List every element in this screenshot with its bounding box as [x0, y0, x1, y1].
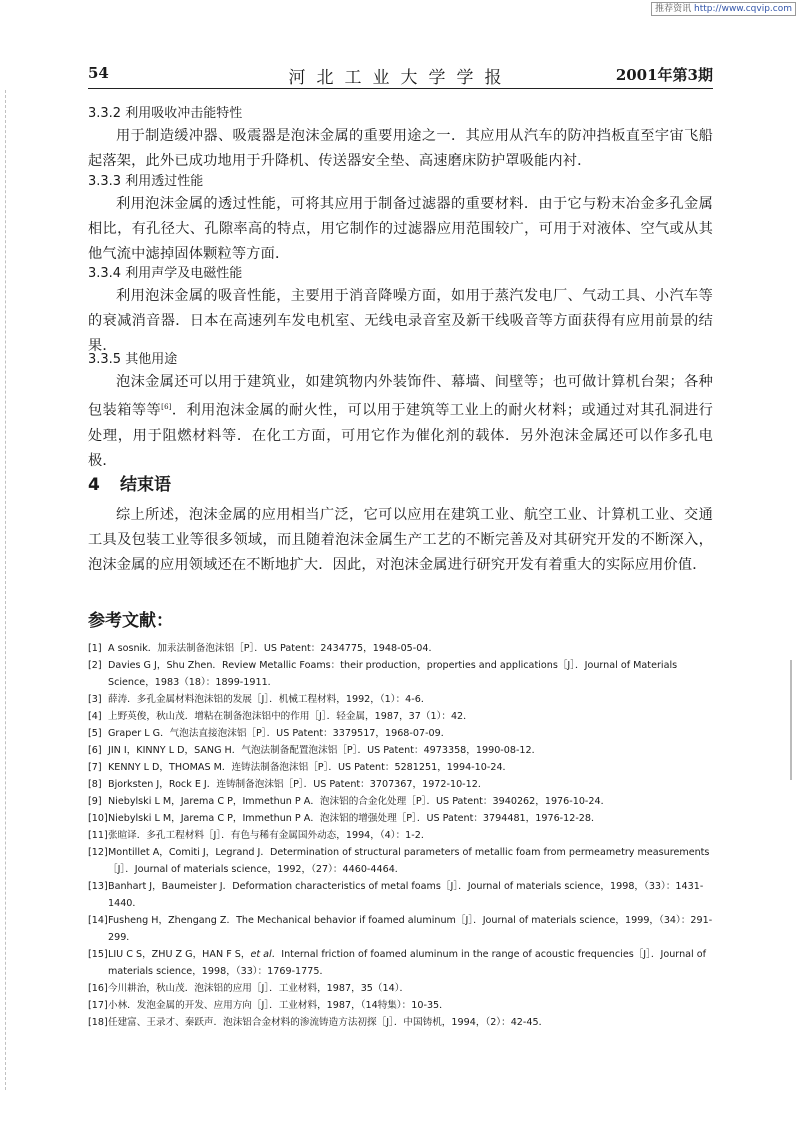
reference-number: [16]	[88, 983, 108, 994]
reference-number: [3]	[88, 694, 102, 705]
references-heading-block	[88, 606, 713, 631]
reference-number: [18]	[88, 1017, 108, 1028]
reference-number: [5]	[88, 728, 102, 739]
reference-number: [15]	[88, 949, 108, 960]
reference-number: [11]	[88, 830, 108, 841]
reference-text: JIN I，KINNY L D，SANG H．气泡法制备配置泡沫铝［P］．US Patent：4973358，1990-08-12．	[108, 745, 542, 756]
reference-etal: et al	[250, 949, 272, 960]
paragraph-text-a: 泡沫金属还可以用于建筑业，如建筑物内外装饰件、幕墙、间壁等；也可做计算机台架；各种包装箱等等	[88, 374, 713, 419]
reference-text: Banhart J，Baumeister J．Deformation characteristics of metal foams［J］．Journal of materials science，1998，（33）：1431-1440．	[108, 881, 704, 909]
reference-item	[88, 997, 713, 1014]
section-3-3-5	[88, 350, 713, 474]
reference-text: Niebylski L M，Jarema C P，Immethun P A．泡沫铝的增强处理［P］．US Patent：3794481，1976-12-28．	[108, 813, 601, 824]
reference-text-b: ．Internal friction of foamed aluminum in the range of acoustic frequencies［J］．Journal of materials science，1998，（33）：1769-1775．	[108, 949, 707, 977]
section-paragraph: 用于制造缓冲器、吸震器是泡沫金属的重要用途之一．其应用从汽车的防冲挡板直至宇宙飞船起落架，此外已成功地用于升降机、传送器安全垫、高速磨床防护罩吸能内衬．	[88, 128, 713, 169]
reference-item	[88, 776, 713, 793]
scan-edge-right	[790, 660, 792, 780]
reference-text: 小林．发泡金属的开发、应用方向［J］．工业材料，1987，（14特集）：10-35．	[108, 1000, 449, 1011]
reference-text: Montillet A，Comiti J，Legrand J．Determination of structural parameters of metallic foam from permeametry measurements［J］．Journal of materials science，1992，（27）：4460-4464．	[108, 847, 710, 875]
reference-number: [4]	[88, 711, 102, 722]
reference-text: Graper L G．气泡法直接泡沫铝［P］．US Patent：3379517，1968-07-09．	[108, 728, 451, 739]
reference-item	[88, 980, 713, 997]
reference-text: 今川耕治，秋山茂．泡沫铝的应用［J］．工业材料，1987，35（14）．	[108, 983, 410, 994]
section-paragraph	[88, 370, 713, 474]
reference-number: [6]	[88, 745, 102, 756]
reference-item	[88, 878, 713, 912]
watermark-url[interactable]: http://www.cqvip.com	[694, 4, 792, 14]
reference-text: Fusheng H，Zhengang Z．The Mechanical behavior if foamed aluminum［J］．Journal of materials science，1999，（34）：291-299．	[108, 915, 713, 943]
section-heading: 3.3.2 利用吸收冲击能特性	[88, 106, 243, 121]
reference-number: [1]	[88, 643, 102, 654]
paragraph-text-b: ．利用泡沫金属的耐火性，可以用于建筑等工业上的耐火材料；或通过对其孔洞进行处理，用于阻燃材料等．在化工方面，可用它作为催化剂的载体．另外泡沫金属还可以作多孔电极．	[88, 402, 713, 469]
reference-item	[88, 1014, 713, 1031]
reference-number: [7]	[88, 762, 102, 773]
section-heading: 3.3.3 利用透过性能	[88, 174, 204, 189]
reference-text: 张暄译．多孔工程材料［J］．有色与稀有金属国外动态，1994，（4）：1-2．	[108, 830, 431, 841]
reference-number: [10]	[88, 813, 108, 824]
reference-text: 薛涛．多孔金属材料泡沫铝的发展［J］．机械工程材料，1992，（1）：4-6．	[108, 694, 431, 705]
reference-text: A sosnik．加汞法制备泡沫铝［P］．US Patent：2434775，1948-05-04．	[108, 643, 439, 654]
reference-item	[88, 912, 713, 946]
reference-item	[88, 742, 713, 759]
reference-number: [2]	[88, 660, 102, 671]
section-conclusion	[88, 470, 713, 578]
conclusion-heading	[88, 470, 713, 495]
reference-text: KENNY L D，THOMAS M．连铸法制备泡沫铝［P］．US Patent：5281251，1994-10-24．	[108, 762, 513, 773]
conclusion-paragraph: 综上所述，泡沫金属的应用相当广泛，它可以应用在建筑工业、航空工业、计算机工业、交通工具及包装工业等很多领域，而且随着泡沫金属生产工艺的不断完善及对其研究开发的不断深入，泡沫金属的应用领域还在不断地扩大．因此，对泡沫金属进行研究开发有着重大的实际应用价值．	[88, 507, 713, 573]
section-heading: 3.3.4 利用声学及电磁性能	[88, 266, 243, 281]
section-paragraph: 利用泡沫金属的透过性能，可将其应用于制备过滤器的重要材料．由于它与粉末冶金多孔金属相比，有孔径大、孔隙率高的特点，用它制作的过滤器应用范围较广，可用于对液体、空气或从其他气流中滤掉固体颗粒等方面．	[88, 196, 713, 262]
page-number: 54	[88, 64, 109, 82]
reference-item	[88, 946, 713, 980]
section-3-3-3	[88, 172, 713, 267]
reference-item	[88, 708, 713, 725]
watermark	[651, 2, 796, 16]
reference-item	[88, 793, 713, 810]
reference-item	[88, 640, 713, 657]
section-heading: 3.3.5 其他用途	[88, 352, 178, 367]
reference-item	[88, 844, 713, 878]
citation-marker: [6]	[161, 403, 172, 411]
reference-text-a: LIU C S，ZHU Z G，HAN F S，	[108, 949, 251, 960]
scan-edge-left	[5, 90, 7, 1090]
watermark-label: 推荐资讯	[655, 4, 692, 14]
reference-number: [17]	[88, 1000, 108, 1011]
reference-item	[88, 810, 713, 827]
reference-text: Bjorksten J，Rock E J．连铸制备泡沫铝［P］．US Patent：3707367，1972-10-12．	[108, 779, 488, 790]
reference-item	[88, 725, 713, 742]
reference-text: 任建富、王录才、秦跃声．泡沫铝合金材料的渗流铸造方法初探［J］．中国铸机，1994，（2）：42-45．	[108, 1017, 549, 1028]
reference-text: Niebylski L M，Jarema C P，Immethun P A．泡沫铝的合金化处理［P］．US Patent：3940262，1976-10-24．	[108, 796, 611, 807]
section-3-3-2	[88, 104, 713, 174]
reference-number: [9]	[88, 796, 102, 807]
reference-text: Davies G J，Shu Zhen．Review Metallic Foams：their production，properties and applications［J］．Journal of Materials Science，1983（18）：1899-1911．	[108, 660, 678, 688]
conclusion-title: 结束语	[120, 475, 171, 495]
reference-number: [12]	[88, 847, 108, 858]
conclusion-number: 4	[88, 475, 100, 495]
issue-label: 2001年第3期	[615, 66, 713, 84]
reference-number: [13]	[88, 881, 108, 892]
running-header	[88, 64, 713, 89]
references-heading: 参考文献：	[88, 611, 173, 631]
reference-item	[88, 691, 713, 708]
reference-item	[88, 827, 713, 844]
reference-item	[88, 759, 713, 776]
section-paragraph: 利用泡沫金属的吸音性能，主要用于消音降噪方面，如用于蒸汽发电厂、气动工具、小汽车等的衰减消音器．日本在高速列车发电机室、无线电录音室及新干线吸音等方面获得有应用前景的结果．	[88, 288, 713, 354]
section-3-3-4	[88, 264, 713, 359]
reference-number: [8]	[88, 779, 102, 790]
reference-list	[88, 640, 713, 1031]
reference-number: [14]	[88, 915, 108, 926]
reference-text: 上野英俊，秋山茂．增粘在制备泡沫铝中的作用［J］．轻金属，1987，37（1）：42．	[108, 711, 473, 722]
journal-title: 河北工业大学学报	[288, 68, 513, 88]
reference-item	[88, 657, 713, 691]
